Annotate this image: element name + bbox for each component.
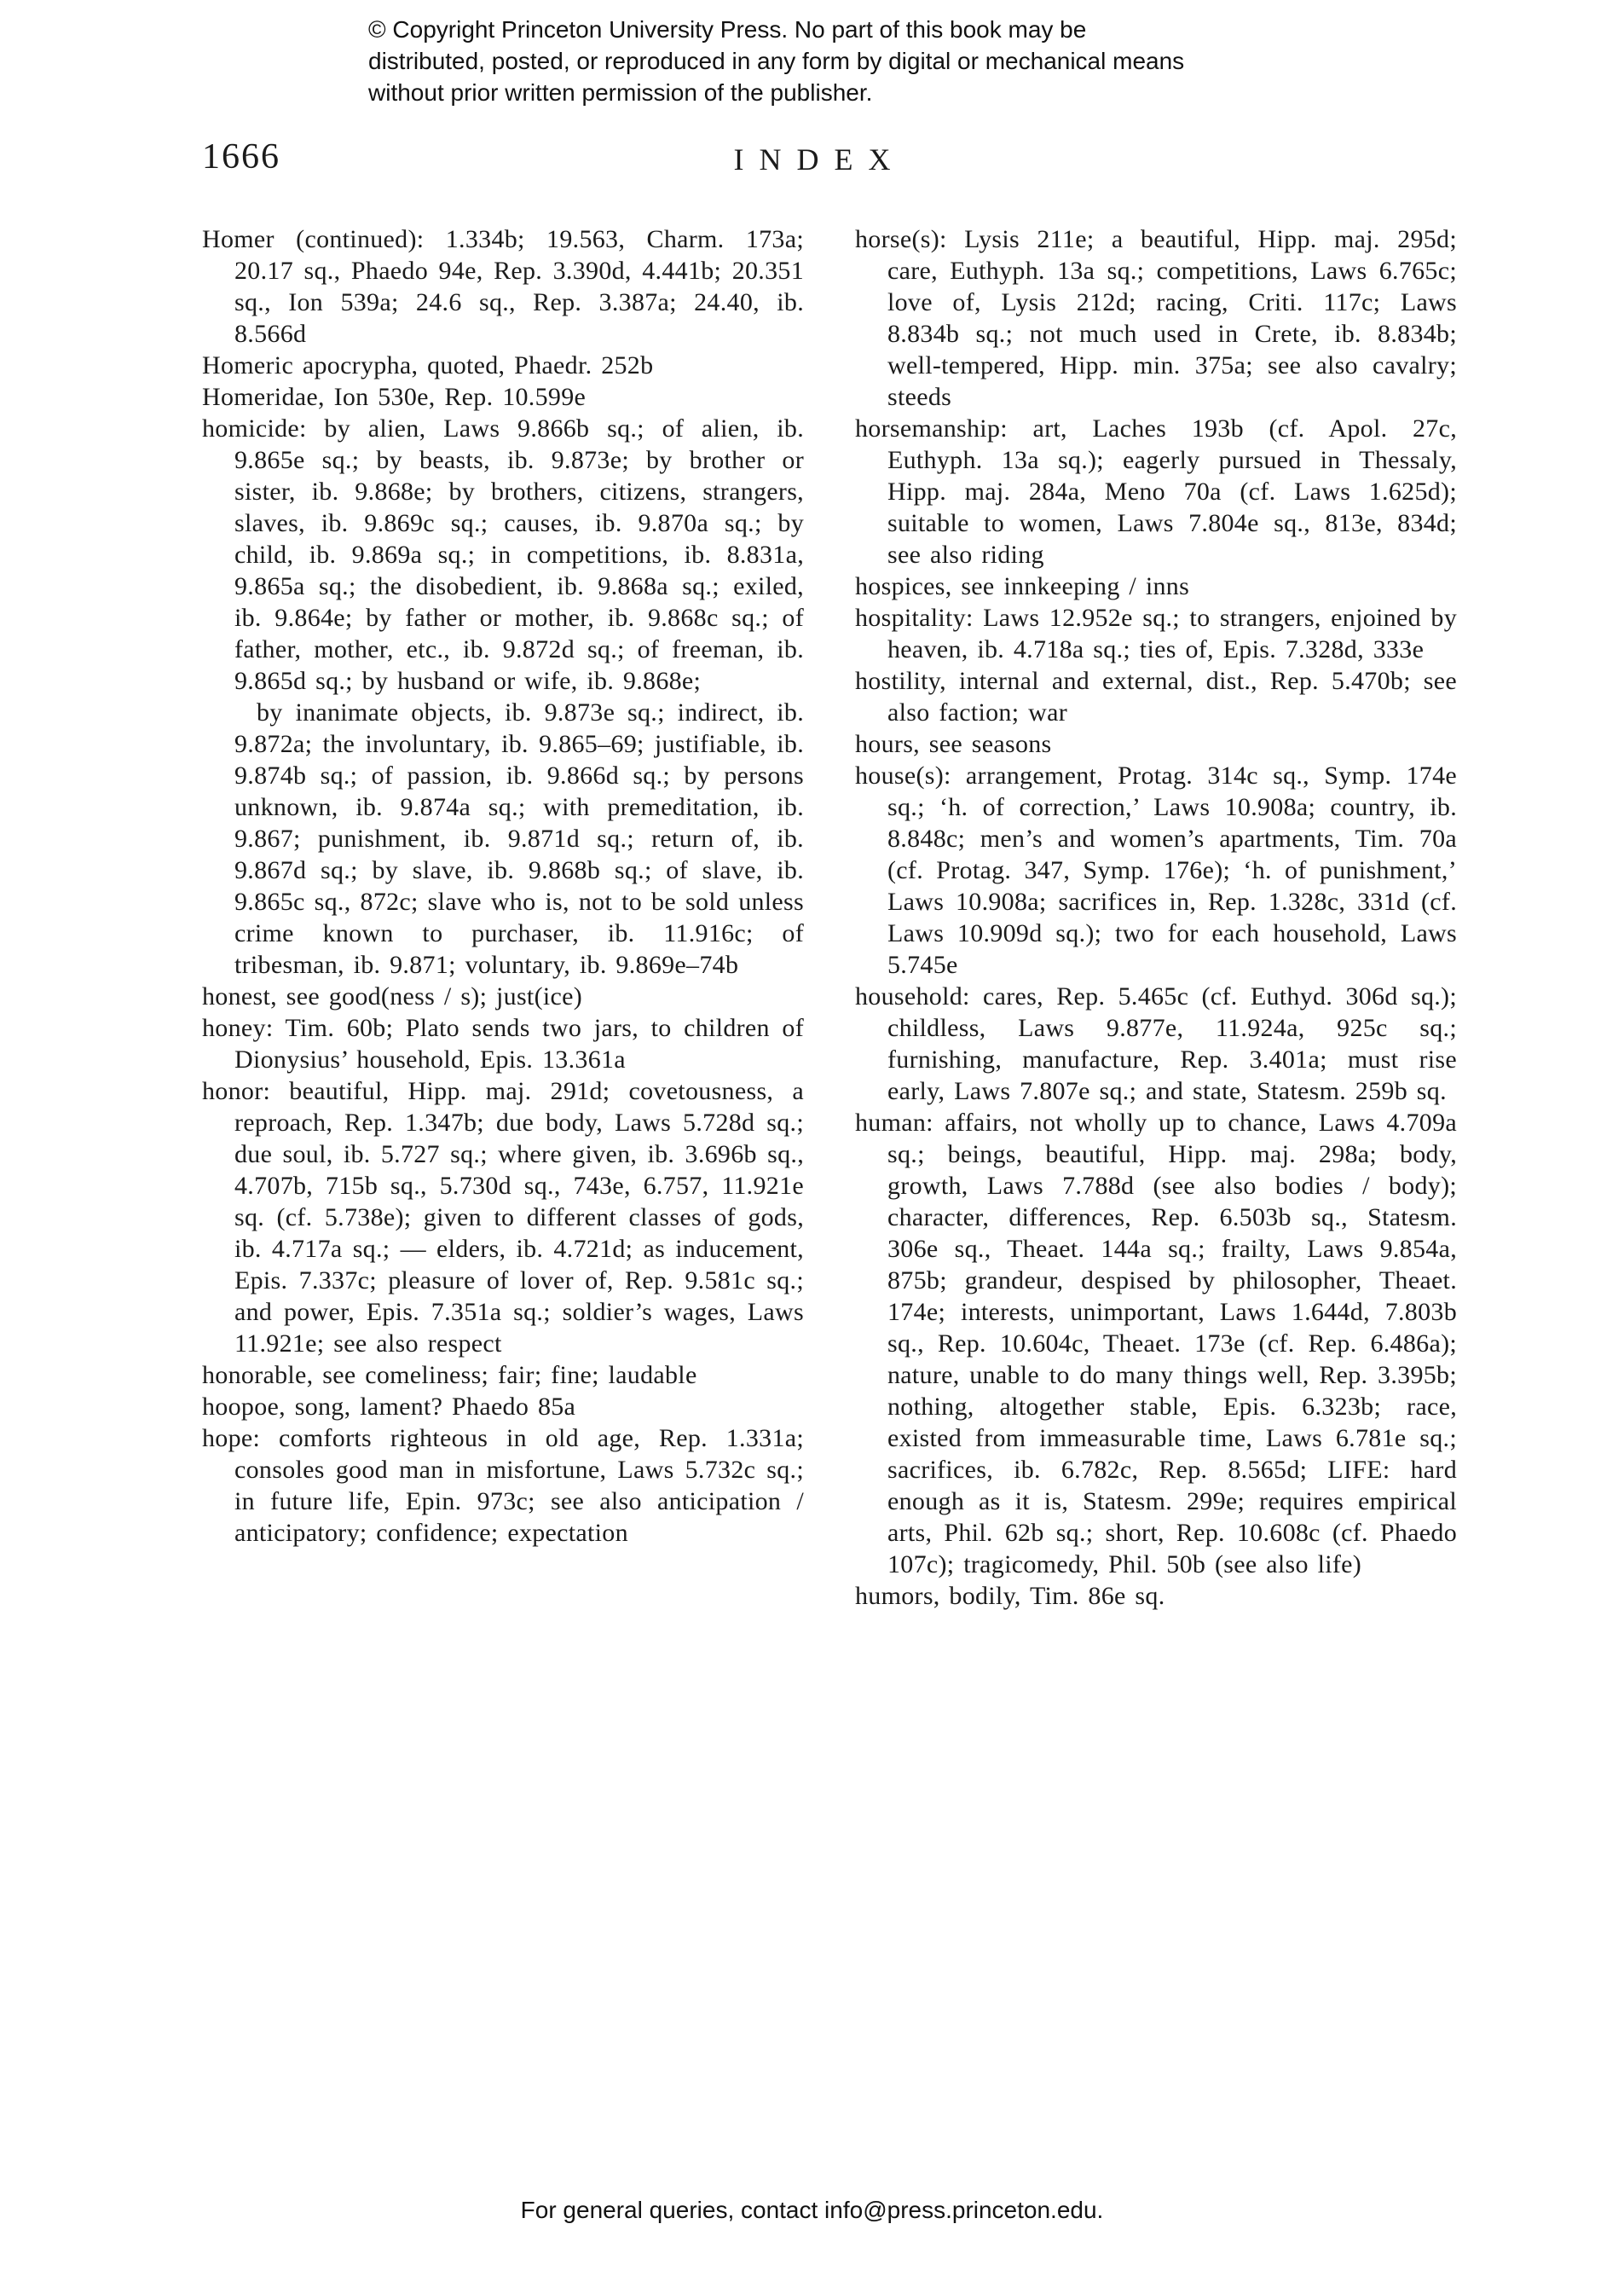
index-columns bbox=[202, 223, 1457, 1612]
index-entry: hostility, internal and external, dist., Rep. 5.470b; see also faction; war bbox=[855, 667, 1457, 727]
index-entry: horsemanship: art, Laches 193b (cf. Apol. 27c, Euthyph. 13a sq.); eagerly pursued in Thessaly, Hipp. maj. 284a, Meno 70a (cf. Laws 1.625d); suitable to women, Laws 7.804e sq., 813e, 834d; see also riding bbox=[855, 414, 1457, 569]
index-entry: hospices, see innkeeping / inns bbox=[855, 572, 1190, 600]
index-entry: honest, see good(ness / s); just(ice) bbox=[202, 982, 583, 1011]
index-entry: honor: beautiful, Hipp. maj. 291d; covetousness, a reproach, Rep. 1.347b; due body, Laws 5.728d sq.; due soul, ib. 5.727 sq.; where given, ib. 3.696b sq., 4.707b, 715b sq., 5.730d sq., 743e, 6.757, 11.921e sq. (cf. 5.738e); given to different classes of gods, ib. 4.717a sq.; — elders, ib. 4.721d; as inducement, Epis. 7.337c; pleasure of lover of, Rep. 9.581c sq.; and power, Epis. 7.351a sq.; soldier’s wages, Laws 11.921e; see also respect bbox=[202, 1077, 804, 1358]
index-entry: household: cares, Rep. 5.465c (cf. Euthyd. 306d sq.); childless, Laws 9.877e, 11.924a, 925c sq.; furnishing, manufacture, Rep. 3.401a; must rise early, Laws 7.807e sq.; and state, Statesm. 259b sq. bbox=[855, 982, 1457, 1105]
index-entry: house(s): arrangement, Protag. 314c sq., Symp. 174e sq.; ‘h. of correction,’ Laws 10.908a; country, ib. 8.848c; men’s and women’s apartments, Tim. 70a (cf. Protag. 347, Symp. 176e); ‘h. of punishment,’ Laws 10.908a; sacrifices in, Rep. 1.328c, 331d (cf. Laws 10.909d sq.); two for each household, Laws 5.745e bbox=[855, 762, 1457, 979]
index-entry: Homer (continued): 1.334b; 19.563, Charm. 173a; 20.17 sq., Phaedo 94e, Rep. 3.390d, 4.441b; 20.351 sq., Ion 539a; 24.6 sq., Rep. 3.387a; 24.40, ib. 8.566d bbox=[202, 225, 804, 348]
page-title: INDEX bbox=[733, 142, 906, 177]
index-entry: humors, bodily, Tim. 86e sq. bbox=[855, 1582, 1165, 1610]
index-entry: by inanimate objects, ib. 9.873e sq.; indirect, ib. 9.872a; the involuntary, ib. 9.865–69; justifiable, ib. 9.874b sq.; of passion, ib. 9.866d sq.; by persons unknown, ib. 9.874a sq.; with premeditation, ib. 9.867; punishment, ib. 9.871d sq.; return of, ib. 9.867d sq.; by slave, ib. 9.868b sq.; of slave, ib. 9.865c sq., 872c; slave who is, not to be sold unless crime known to purchaser, ib. 11.916c; of tribesman, ib. 9.871; voluntary, ib. 9.869e–74b bbox=[234, 698, 804, 979]
index-entry: honorable, see comeliness; fair; fine; laudable bbox=[202, 1361, 697, 1389]
page-number: 1666 bbox=[202, 137, 280, 177]
index-entry: hoopoe, song, lament? Phaedo 85a bbox=[202, 1393, 576, 1421]
index-entry: homicide: by alien, Laws 9.866b sq.; of alien, ib. 9.865e sq.; by beasts, ib. 9.873e; by brother or sister, ib. 9.868e; by brothers, citizens, strangers, slaves, ib. 9.869c sq.; causes, ib. 9.870a sq.; by child, ib. 9.869a sq.; in competitions, ib. 8.831a, 9.865a sq.; the disobedient, ib. 9.868a sq.; exiled, ib. 9.864e; by father or mother, ib. 9.868c sq.; of father, mother, etc., ib. 9.872d sq.; of freeman, ib. 9.865d sq.; by husband or wife, ib. 9.868e; bbox=[202, 414, 804, 695]
index-entry: Homeric apocrypha, quoted, Phaedr. 252b bbox=[202, 351, 654, 379]
index-entry: hours, see seasons bbox=[855, 730, 1052, 758]
index-entry: honey: Tim. 60b; Plato sends two jars, to children of Dionysius’ household, Epis. 13.361a bbox=[202, 1014, 804, 1074]
index-entry: horse(s): Lysis 211e; a beautiful, Hipp. maj. 295d; care, Euthyph. 13a sq.; competitions, Laws 6.765c; love of, Lysis 212d; racing, Criti. 117c; Laws 8.834b sq.; not much used in Crete, ib. 8.834b; well-tempered, Hipp. min. 375a; see also cavalry; steeds bbox=[855, 225, 1457, 411]
index-entry: Homeridae, Ion 530e, Rep. 10.599e bbox=[202, 383, 587, 411]
copyright-notice: © Copyright Princeton University Press. No part of this book may be distributed, posted, or reproduced in any form by digital or mechanical means without prior written permission of the publisher. bbox=[368, 16, 1185, 107]
index-column-right bbox=[855, 223, 1457, 1612]
footer-contact: For general queries, contact info@press.princeton.edu. bbox=[520, 2197, 1104, 2223]
index-entry: hospitality: Laws 12.952e sq.; to strangers, enjoined by heaven, ib. 4.718a sq.; ties of, Epis. 7.328d, 333e bbox=[855, 604, 1457, 663]
index-entry: hope: comforts righteous in old age, Rep. 1.331a; consoles good man in misfortune, Laws 5.732c sq.; in future life, Epin. 973c; see also anticipation / anticipatory; confidence; expectation bbox=[202, 1424, 804, 1547]
index-entry: human: affairs, not wholly up to chance, Laws 4.709a sq.; beings, beautiful, Hipp. maj. 298a; body, growth, Laws 7.788d (see also bodies / body); character, differences, Rep. 6.503b sq., Statesm. 306e sq., Theaet. 144a sq.; frailty, Laws 9.854a, 875b; grandeur, despised by philosopher, Theaet. 174e; interests, unimportant, Laws 1.644d, 7.803b sq., Rep. 10.604c, Theaet. 173e (cf. Rep. 6.486a); nature, unable to do many things well, Rep. 3.395b; nothing, altogether stable, Epis. 6.323b; race, existed from immeasurable time, Laws 6.781e sq.; sacrifices, ib. 6.782c, Rep. 8.565d; LIFE: hard enough as it is, Statesm. 299e; requires empirical arts, Phil. 62b sq.; short, Rep. 10.608c (cf. Phaedo 107c); tragicomedy, Phil. 50b (see also life) bbox=[855, 1109, 1457, 1578]
index-column-left bbox=[202, 223, 804, 1612]
